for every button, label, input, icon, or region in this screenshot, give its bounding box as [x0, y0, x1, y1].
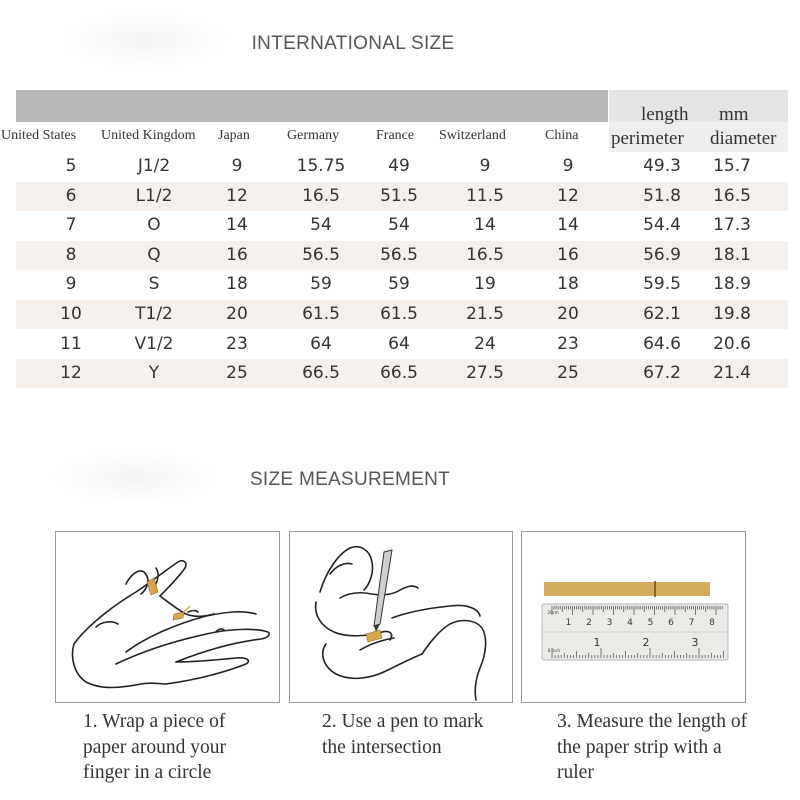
header-united-states: United States	[1, 128, 77, 143]
table-cell: 61.5	[302, 304, 340, 324]
table-cell: 9	[479, 156, 491, 176]
table-cell: 24	[474, 333, 496, 354]
header-germany: Germany	[287, 128, 340, 143]
header-separator	[608, 90, 609, 152]
table-cell: 14	[557, 215, 579, 236]
table-cell: J1/2	[137, 156, 171, 176]
header-band-right	[608, 90, 788, 122]
table-cell: 54	[310, 215, 332, 236]
table-cell: 23	[226, 333, 248, 354]
step2-caption: 2. Use a pen to mark the intersection	[322, 711, 484, 758]
table-cell: 18.1	[713, 244, 751, 265]
table-cell: 6	[65, 185, 77, 206]
ruler-label: 6	[668, 618, 674, 628]
table-cell: 67.2	[643, 363, 681, 384]
header-switzerland: Switzerland	[439, 128, 506, 143]
table-cell: Y	[148, 363, 160, 384]
table-cell: 25	[557, 363, 579, 384]
table-cell: 49.3	[643, 156, 681, 176]
table-cell: 56.9	[643, 244, 681, 265]
table-cell: 66.5	[380, 363, 418, 384]
ruler-label: 1	[565, 618, 572, 628]
table-cell: 11.5	[466, 185, 504, 206]
table-cell: 16	[557, 244, 579, 265]
table-cell: 16.5	[713, 185, 751, 206]
table-cell: 10	[60, 304, 82, 324]
table-cell: 20	[226, 304, 248, 324]
table-cell: 15.75	[296, 156, 346, 176]
table-cell: 15.7	[713, 156, 751, 176]
header-france: France	[376, 128, 415, 143]
table-cell: 16.5	[466, 244, 504, 265]
header-diameter: diameter	[710, 128, 777, 149]
table-cell: 9	[562, 156, 574, 176]
table-cell: 18.9	[713, 274, 751, 295]
table-cell: 8	[65, 244, 77, 265]
table-cell: 66.5	[302, 363, 340, 384]
table-cell: 56.5	[380, 244, 418, 265]
table-cell: 21.5	[466, 304, 504, 324]
table-cell: 59.5	[643, 274, 681, 295]
table-cell: 12	[60, 363, 82, 384]
step3-caption: 3. Measure the length of the paper strip with a ruler	[557, 711, 748, 783]
header-band	[16, 90, 608, 122]
table-cell: 19	[474, 274, 496, 295]
table-cell: 14	[226, 215, 248, 236]
ruler-label: 1	[593, 636, 601, 649]
ruler-label: 4	[627, 618, 633, 628]
table-cell: 18	[226, 274, 248, 295]
header-china: China	[545, 128, 579, 143]
table-cell: 16	[226, 244, 248, 265]
table-cell: 49	[388, 156, 410, 176]
table-cell: L1/2	[135, 185, 173, 206]
table-cell: 59	[388, 274, 410, 295]
table-row	[16, 152, 788, 181]
header-mm: mm	[719, 104, 749, 125]
ruler-label: 2	[586, 618, 592, 628]
hand-wrap-illustration	[56, 532, 279, 702]
ruler-label: 3	[691, 636, 699, 649]
step1-illustration	[55, 531, 280, 703]
ruler-label: 2	[642, 636, 650, 649]
ruler-label: 20cm	[547, 610, 559, 615]
table-cell: 19.8	[713, 304, 751, 324]
table-cell: 16.5	[302, 185, 340, 206]
table-cell: 54.4	[643, 215, 681, 236]
table-cell: 64	[310, 333, 332, 354]
table-cell: Q	[147, 244, 161, 265]
international-size-title: INTERNATIONAL SIZE	[251, 33, 455, 54]
table-cell: 23	[557, 333, 579, 354]
ruler-label: 8	[709, 618, 715, 628]
step3-illustration	[521, 531, 746, 703]
table-cell: 12	[226, 185, 248, 206]
size-measurement-title: SIZE MEASUREMENT	[249, 469, 451, 490]
table-cell: 25	[226, 363, 248, 384]
table-cell: 51.8	[643, 185, 681, 206]
table-cell: 56.5	[302, 244, 340, 265]
table-row	[16, 241, 788, 270]
ruler-label: 3	[606, 618, 613, 628]
table-row	[16, 359, 788, 388]
table-row	[16, 330, 788, 359]
table-cell: 64	[388, 333, 410, 354]
table-cell: 27.5	[466, 363, 504, 384]
table-cell: 18	[557, 274, 579, 295]
table-cell: V1/2	[134, 333, 174, 354]
pen-mark-illustration	[290, 532, 512, 702]
header-length: length	[641, 104, 689, 125]
table-cell: 61.5	[380, 304, 418, 324]
table-cell: 17.3	[713, 215, 751, 236]
table-cell: 7	[65, 215, 77, 236]
table-row	[16, 300, 788, 329]
paper-strip	[544, 582, 710, 596]
table-cell: 11	[60, 333, 82, 354]
header-united-kingdom: United Kingdom	[101, 128, 196, 143]
table-cell: 21.4	[713, 363, 751, 384]
step1-caption: 1. Wrap a piece of paper around your finger in a circle	[83, 711, 226, 783]
table-cell: 14	[474, 215, 496, 236]
table-cell: 5	[65, 156, 77, 176]
ruler-label: 8 inch	[547, 648, 561, 653]
table-cell: 9	[231, 156, 243, 176]
table-row	[16, 270, 788, 299]
table-cell: S	[148, 274, 160, 295]
table-cell: 54	[388, 215, 410, 236]
ruler-illustration	[522, 532, 745, 702]
table-cell: 9	[65, 274, 77, 295]
header-japan: Japan	[218, 128, 250, 143]
header-perimeter: perimeter	[611, 128, 684, 149]
table-cell: O	[147, 215, 161, 236]
table-cell: 20	[557, 304, 579, 324]
ruler-label: 5	[647, 618, 654, 628]
table-cell: 20.6	[713, 333, 751, 354]
table-cell: 62.1	[643, 304, 681, 324]
table-cell: 64.6	[643, 333, 681, 354]
step2-illustration	[289, 531, 513, 703]
table-cell: 59	[310, 274, 332, 295]
table-row	[16, 182, 788, 211]
ruler-label: 7	[688, 618, 695, 628]
table-cell: 12	[557, 185, 579, 206]
table-cell: T1/2	[135, 304, 173, 324]
table-row	[16, 211, 788, 240]
table-cell: 51.5	[380, 185, 418, 206]
